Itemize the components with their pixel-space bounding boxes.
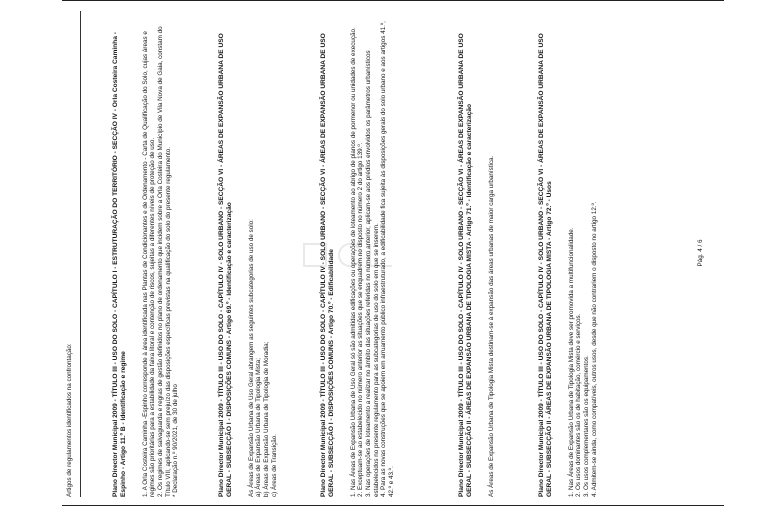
- paragraph: 2. Os regimes de salvaguarda e regras de gestão definidos no plano de ordenamento que incidem sobre a Orla Costeira do Município de Vila Nova de Gaia, constam do Título VIII, aplicando-se sem prejuízo das disposições específicas previstas na qualificação do solo do presente regulamento.: [156, 26, 172, 497]
- section-artigo-70: [320, 11, 396, 497]
- list-item: b) Áreas de Expansão Urbana de Tipologia de Moradia;: [262, 341, 270, 497]
- section-title: Plano Director Municipal 2009 - TÍTULO III - USO DO SOLO - CAPÍTULO I - ESTRUTURAÇÃO DO TERRITÓRIO - SECÇÃO IV - Orla Costeira Caminha -Espinho - Artigo 11.º B - Identificação e regime: [112, 32, 127, 497]
- section-title: Plano Director Municipal 2009 - TÍTULO III - USO DO SOLO - CAPÍTULO IV - SOLO URBANO - SECÇÃO VI - ÁREAS DE EXPANSÃO URBANA DE USO GERAL - SUBSECÇÃO II - ÁREAS DE EXPANSÃO URBANA DE TIPOLOGIA MISTA - Artigo 72.º - Usos: [538, 33, 553, 497]
- section-title: Plano Director Municipal 2009 - TÍTULO III - USO DO SOLO - CAPÍTULO IV - SOLO URBANO - SECÇÃO VI - ÁREAS DE EXPANSÃO URBANA DE USO GERAL - SUBSECÇÃO II - ÁREAS DE EXPANSÃO URBANA DE TIPOLOGIA MISTA - Artigo 71.º - Identificação e caracterização: [458, 33, 473, 497]
- section-artigo-11b: [112, 11, 180, 497]
- section-artigo-71: [458, 11, 495, 497]
- section-title: Plano Director Municipal 2009 - TÍTULO III - USO DO SOLO - CAPÍTULO IV - SOLO URBANO - SECÇÃO VI - ÁREAS DE EXPANSÃO URBANA DE USO GERAL - SUBSECÇÃO I - DISPOSIÇÕES COMUNS - Artigo 69.º - Identificação e caracterização: [218, 33, 233, 497]
- paragraph: 4. Para as novas construções que se apoiem em arruamento público infraestruturado, a edificabilidade fica sujeita às disposições gerais do solo urbano e aos artigos 41.º, 42.º e 43.º.: [380, 21, 395, 497]
- paragraph: As Áreas de Expansão Urbana de Tipologia Mista destinam-se à expansão das áreas urbanas de maior carga urbanística.: [487, 155, 495, 497]
- paragraph: 2. Os usos dominantes são os de habitação, comércio e serviços.: [575, 313, 583, 497]
- list-item: c) Áreas de Transição.: [270, 434, 278, 497]
- page-number: Pág. 4 / 6: [697, 239, 704, 267]
- header-divider: [80, 11, 81, 497]
- paragraph: * Declaração n.º 90/2021, de 30 de julho: [172, 384, 180, 497]
- paragraph: 1. Nas Áreas de Expansão Urbana de Tipologia Mista deve ser promovida a multifuncionalidade.: [567, 227, 575, 497]
- paragraph: 4. Admitem-se ainda, como compatíveis, outros usos, desde que não contrariem o disposto no artigo 12.º.: [590, 201, 598, 497]
- section-artigo-72: [538, 11, 598, 497]
- paragraph: 3. Nas operações de loteamento a realizar no âmbito das situações referidas no número anterior, aplicam-se aos prédios envolvidos os parâmetros urbanísticos estabelecidos no presente regulamento para as subcategorias de uso do solo em que se inserem.: [364, 50, 380, 497]
- section-title: Plano Director Municipal 2009 - TÍTULO III - USO DO SOLO - CAPÍTULO IV - SOLO URBANO - SECÇÃO VI - ÁREAS DE EXPANSÃO URBANA DE USO GERAL - SUBSECÇÃO I - DISPOSIÇÕES COMUNS - Artigo 70.º - Edificabilidade: [320, 33, 335, 497]
- paragraph: 1. A Orla Costeira Caminha -Espinho corresponde à área identificada nas Plantas de Condicionantes e de Ordenamento - Carta de Qualificação do Solo, cujas áreas e regimes são prioritárias para a estabilidade da faixa litoral e contenção de riscos, sujeitas a diferentes níveis de proteção de uso.: [141, 31, 157, 497]
- section-artigo-69: [218, 11, 278, 497]
- paragraph: 1. Nas Áreas de Expansão Urbana de Uso Geral só são admitidas edificações ou operações de loteamento ao abrigo de planos de pormenor ou unidades de execução.: [349, 27, 357, 497]
- document-header: Artigos de regulamentos identificados na confrontação:: [66, 343, 73, 497]
- paragraph: 3. Os usos complementares são os equipamentos.: [582, 355, 590, 497]
- paragraph: As Áreas de Expansão Urbana de Uso Geral abrangem as seguintes subcategorias de uso de solo:: [247, 219, 255, 497]
- list-item: a) Áreas de Expansão Urbana de Tipologia Mista;: [255, 358, 263, 497]
- paragraph: 2. Exceptuam-se ao estabelecido no número anterior as situações que se enquadrem no disposto no número 2 do artigo 139.º.: [357, 142, 365, 497]
- rotated-document-page: [62, 1, 724, 505]
